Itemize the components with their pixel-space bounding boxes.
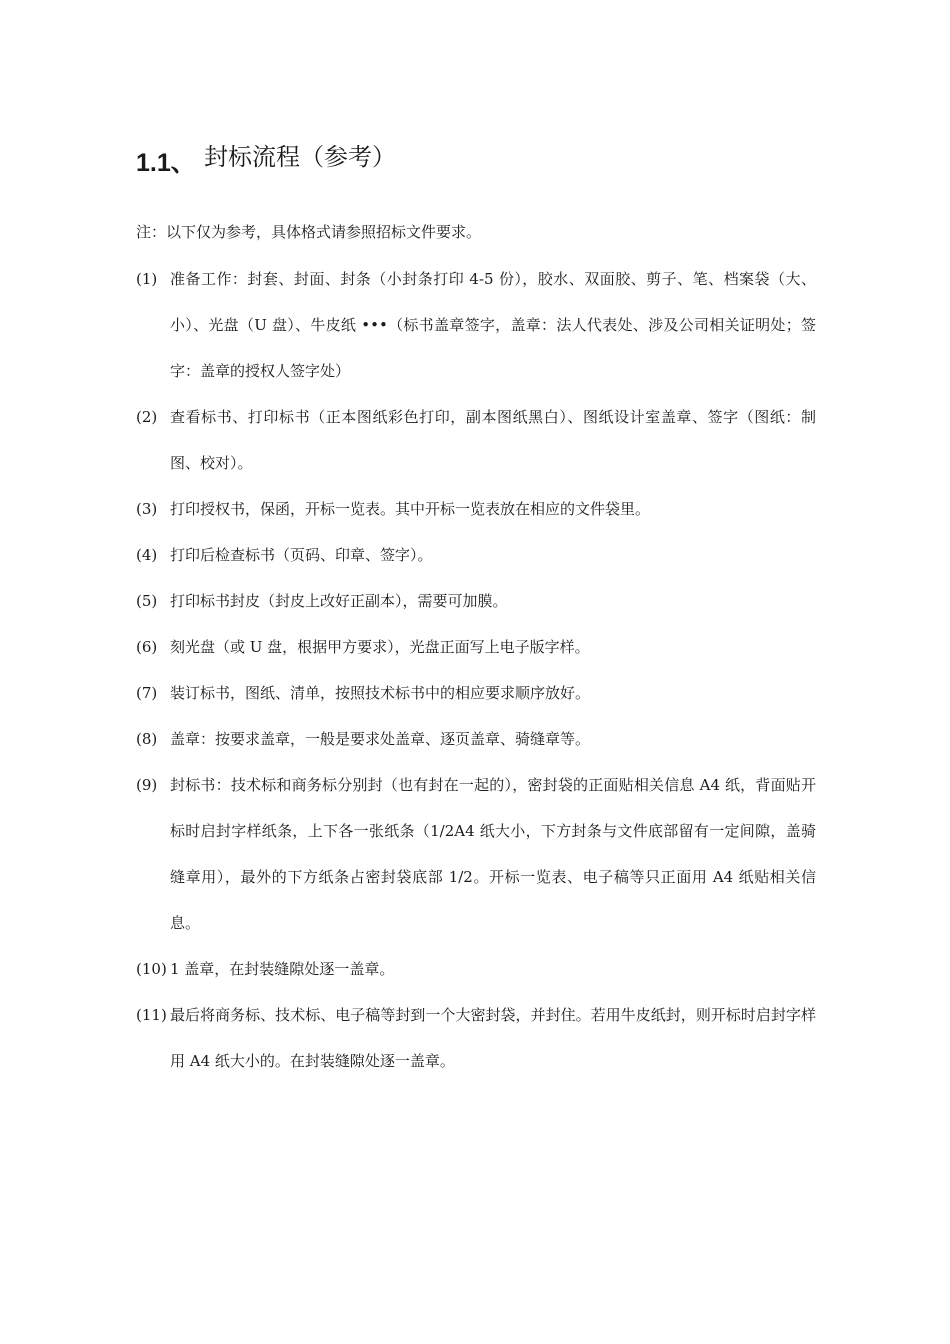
item-number: (3) (136, 500, 158, 518)
item-text: 装订标书，图纸、清单，按照技术标书中的相应要求顺序放好。 (170, 684, 591, 702)
item-text: 打印后检查标书（页码、印章、签字）。 (170, 546, 433, 564)
item-number: (7) (136, 684, 158, 702)
section-title: 封标流程（参考） (204, 143, 396, 171)
item-number: (6) (136, 638, 158, 656)
list-item (136, 486, 816, 532)
list-item (136, 394, 816, 486)
list-item (136, 578, 816, 624)
item-number: (11) (136, 1006, 167, 1024)
list-item (136, 992, 816, 1084)
list-item (136, 532, 816, 578)
section-number: 1.1、 (136, 149, 196, 177)
list-item (136, 670, 816, 716)
item-number: (5) (136, 592, 158, 610)
item-text: 查看标书、打印标书（正本图纸彩色打印，副本图纸黑白）、图纸设计室盖章、签字（图纸：制图、校对）。 (170, 408, 816, 472)
item-text: 盖章：按要求盖章，一般是要求处盖章、逐页盖章、骑缝章等。 (170, 730, 591, 748)
item-number: (1) (136, 270, 158, 288)
item-text: 打印标书封皮（封皮上改好正副本），需要可加膜。 (170, 592, 508, 610)
item-number: (2) (136, 408, 158, 426)
item-number: (9) (136, 776, 158, 794)
list-item (136, 946, 816, 992)
item-text: 最后将商务标、技术标、电子稿等封到一个大密封袋，并封住。若用牛皮纸封，则开标时启封字样用 A4 纸大小的。在封装缝隙处逐一盖章。 (170, 1006, 816, 1070)
list-item (136, 624, 816, 670)
item-text: 准备工作：封套、封面、封条（小封条打印 4-5 份），胶水、双面胶、剪子、笔、档案袋（大、小）、光盘（U 盘）、牛皮纸 •••（标书盖章签字，盖章：法人代表处、涉及公司相关证明处；签字：盖章的授权人签字处） (170, 270, 816, 380)
item-text: 打印授权书，保函，开标一览表。其中开标一览表放在相应的文件袋里。 (170, 500, 651, 518)
list-item (136, 256, 816, 394)
item-text: 封标书：技术标和商务标分别封（也有封在一起的），密封袋的正面贴相关信息 A4 纸，背面贴开标时启封字样纸条，上下各一张纸条（1/2A4 纸大小，下方封条与文件底部留有一定间隙，盖骑缝章用），最外的下方纸条占密封袋底部 1/2。开标一览表、电子稿等只正面用 A4 纸贴相关信息。 (170, 776, 816, 932)
procedure-list (136, 256, 816, 1084)
list-item (136, 716, 816, 762)
list-item (136, 762, 816, 946)
item-number: (10) (136, 960, 167, 978)
section-heading (136, 143, 396, 179)
note-text: 注：以下仅为参考，具体格式请参照招标文件要求。 (136, 223, 482, 241)
item-text: 1 盖章，在封装缝隙处逐一盖章。 (170, 960, 395, 978)
item-number: (4) (136, 546, 158, 564)
item-text: 刻光盘（或 U 盘，根据甲方要求），光盘正面写上电子版字样。 (170, 638, 590, 656)
item-number: (8) (136, 730, 158, 748)
